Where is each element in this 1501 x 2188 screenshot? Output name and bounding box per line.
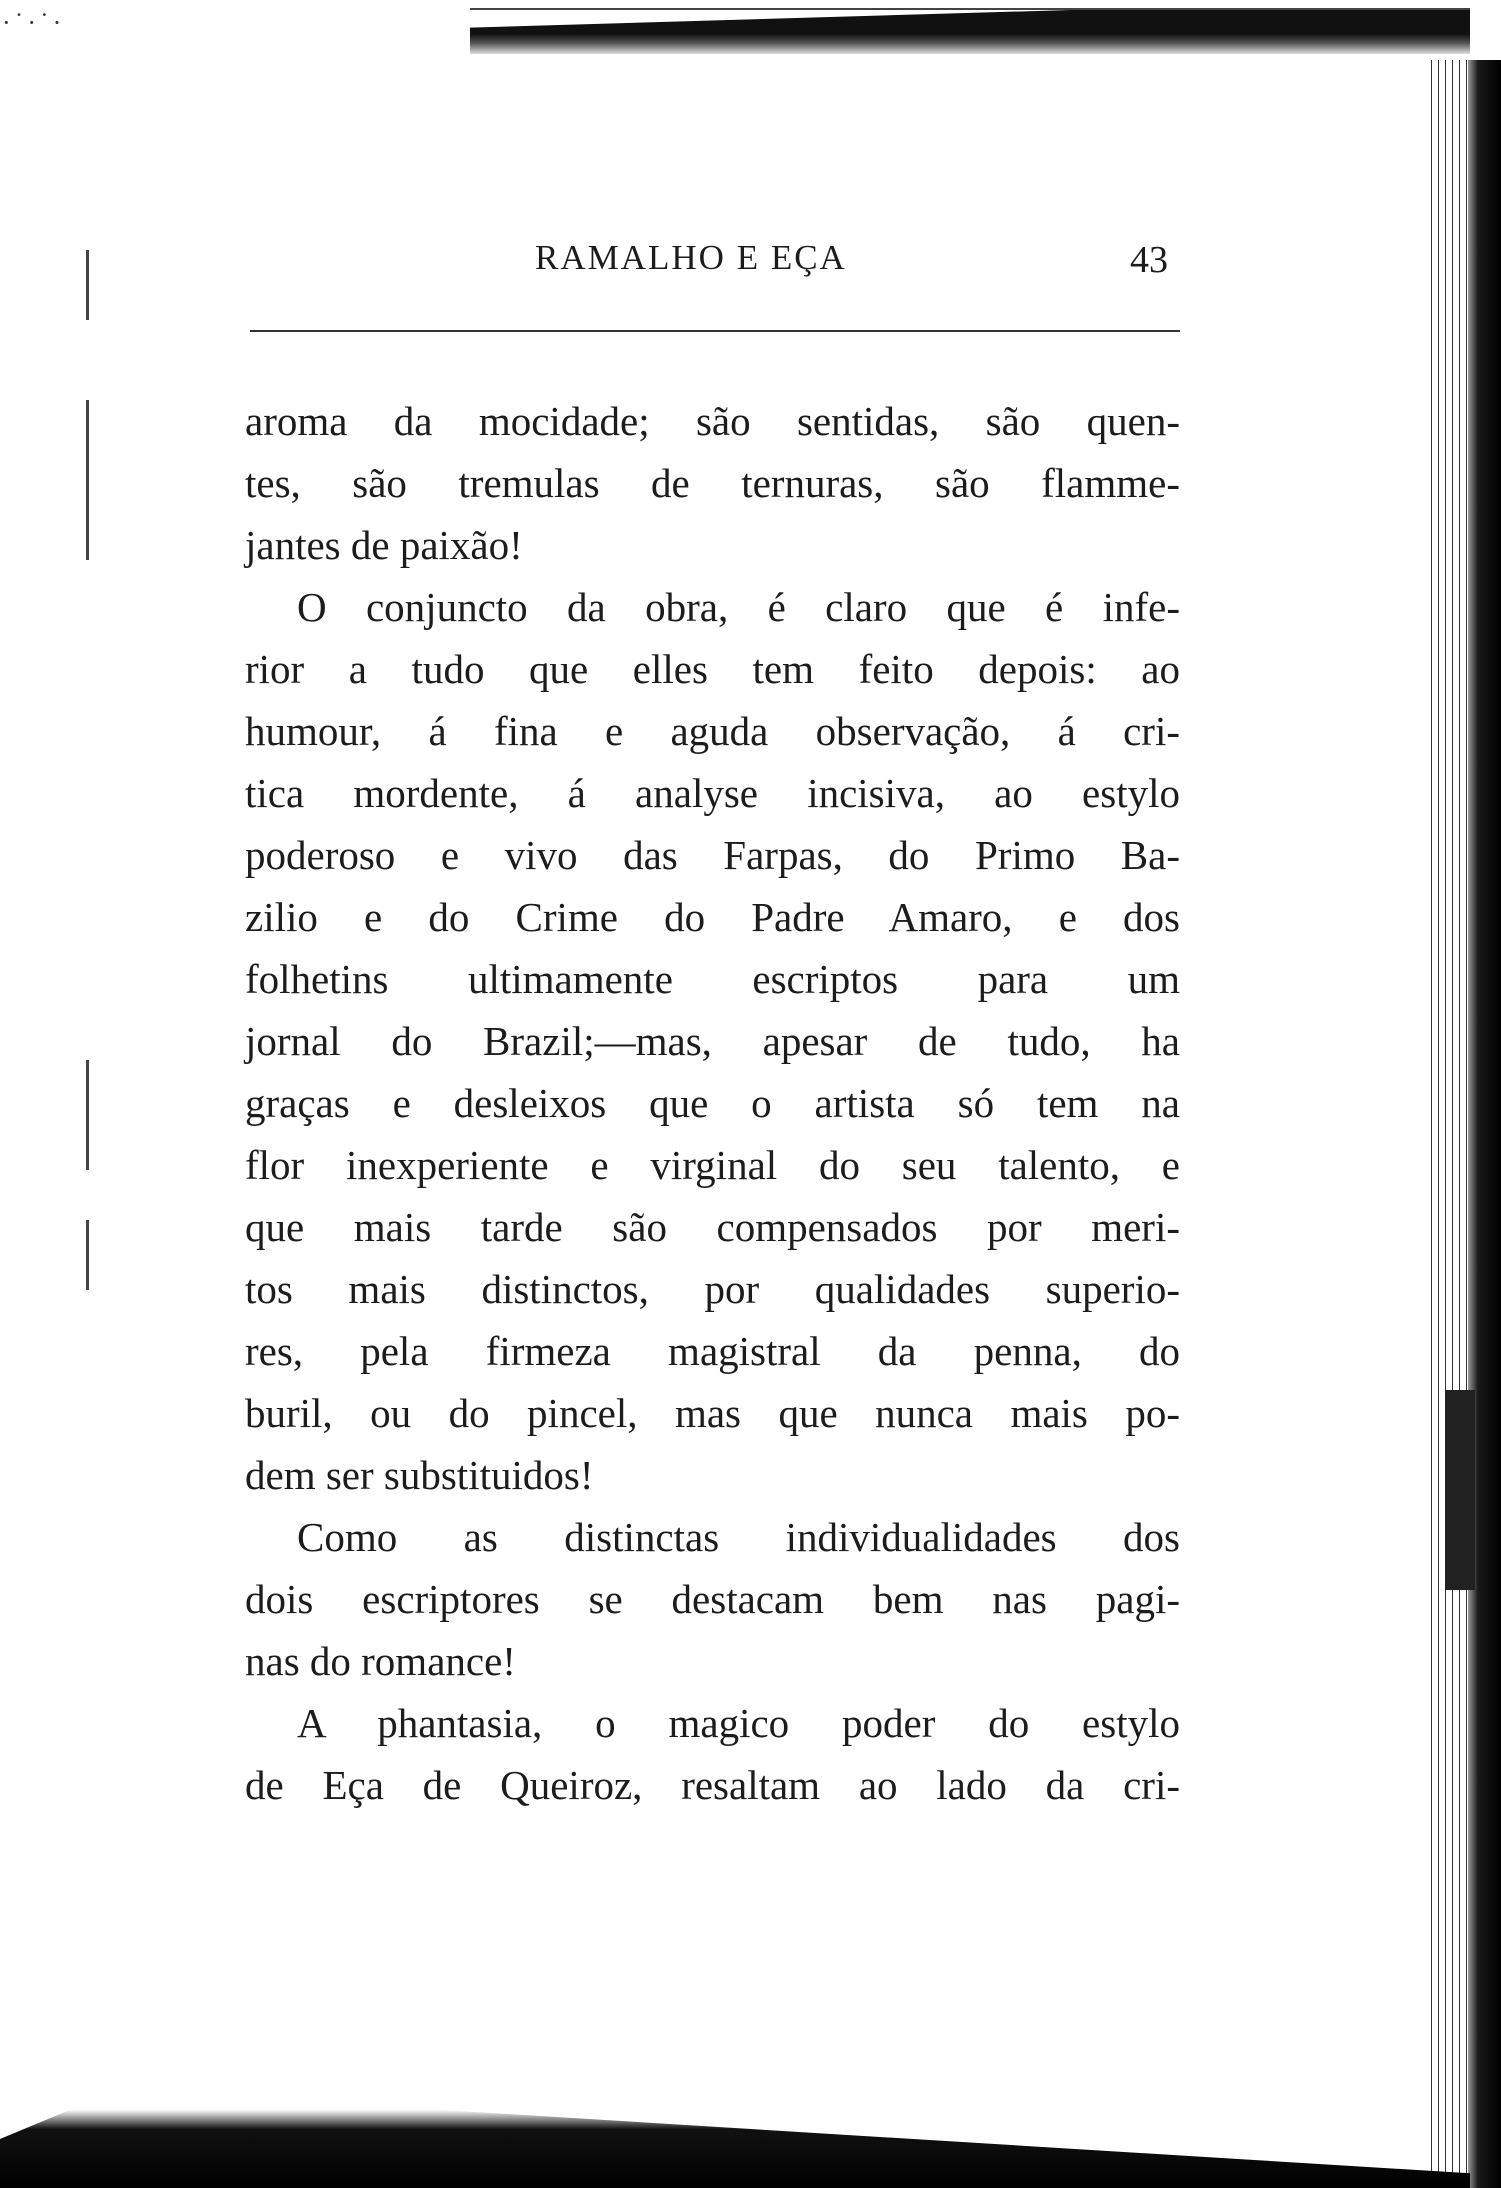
scan-margin-mark [86, 250, 89, 320]
text-line: jornal do Brazil;—mas, apesar de tudo, ha [245, 1018, 1180, 1064]
text-line: poderoso e vivo das Farpas, do Primo Ba- [245, 832, 1180, 878]
text-line: O conjuncto da obra, é claro que é infe- [297, 584, 1180, 630]
scan-edge-top [470, 10, 1470, 54]
scan-edge-right [1468, 60, 1501, 2188]
text-line: humour, á fina e aguda observação, á cri- [245, 708, 1180, 754]
running-head [250, 238, 1180, 298]
text-line: graças e desleixos que o artista só tem na [245, 1080, 1180, 1126]
text-line: tes, são tremulas de ternuras, são flamme- [245, 460, 1180, 506]
text-line: aroma da mocidade; são sentidas, são quen- [245, 398, 1180, 444]
text-line: dem ser substituidos! [245, 1452, 594, 1498]
text-line: rior a tudo que elles tem feito depois: ao [245, 646, 1180, 692]
scan-margin-mark [86, 1220, 89, 1290]
running-title: RAMALHO E EÇA [535, 238, 847, 277]
scan-margin-mark [86, 1060, 89, 1170]
text-line: buril, ou do pincel, mas que nunca mais po- [245, 1390, 1180, 1436]
text-line: dois escriptores se destacam bem nas pagi- [245, 1576, 1180, 1622]
scan-edge-bottom [0, 2090, 1470, 2188]
text-line: que mais tarde são compensados por meri- [245, 1204, 1180, 1250]
scan-edge-right-shadow [1445, 1390, 1475, 1590]
body-text [245, 390, 1180, 1816]
scan-edge-top-thin [470, 0, 1470, 10]
header-rule [250, 330, 1180, 332]
text-line: res, pela firmeza magistral da penna, do [245, 1328, 1180, 1374]
page-number: 43 [1130, 239, 1168, 281]
text-line: nas do romance! [245, 1638, 516, 1684]
text-line: tica mordente, á analyse incisiva, ao estylo [245, 770, 1180, 816]
text-line: jantes de paixão! [245, 522, 523, 568]
text-line: zilio e do Crime do Padre Amaro, e dos [245, 894, 1180, 940]
scan-margin-mark [86, 400, 89, 560]
text-line: flor inexperiente e virginal do seu talento, e [245, 1142, 1180, 1188]
scan-specks: ·˙·˙· [2, 8, 66, 37]
text-line: tos mais distinctos, por qualidades superio- [245, 1266, 1180, 1312]
text-line: A phantasia, o magico poder do estylo [297, 1700, 1180, 1746]
text-line: folhetins ultimamente escriptos para um [245, 956, 1180, 1002]
text-line: Como as distinctas individualidades dos [297, 1514, 1180, 1560]
text-line: de Eça de Queiroz, resaltam ao lado da cri- [245, 1762, 1180, 1808]
